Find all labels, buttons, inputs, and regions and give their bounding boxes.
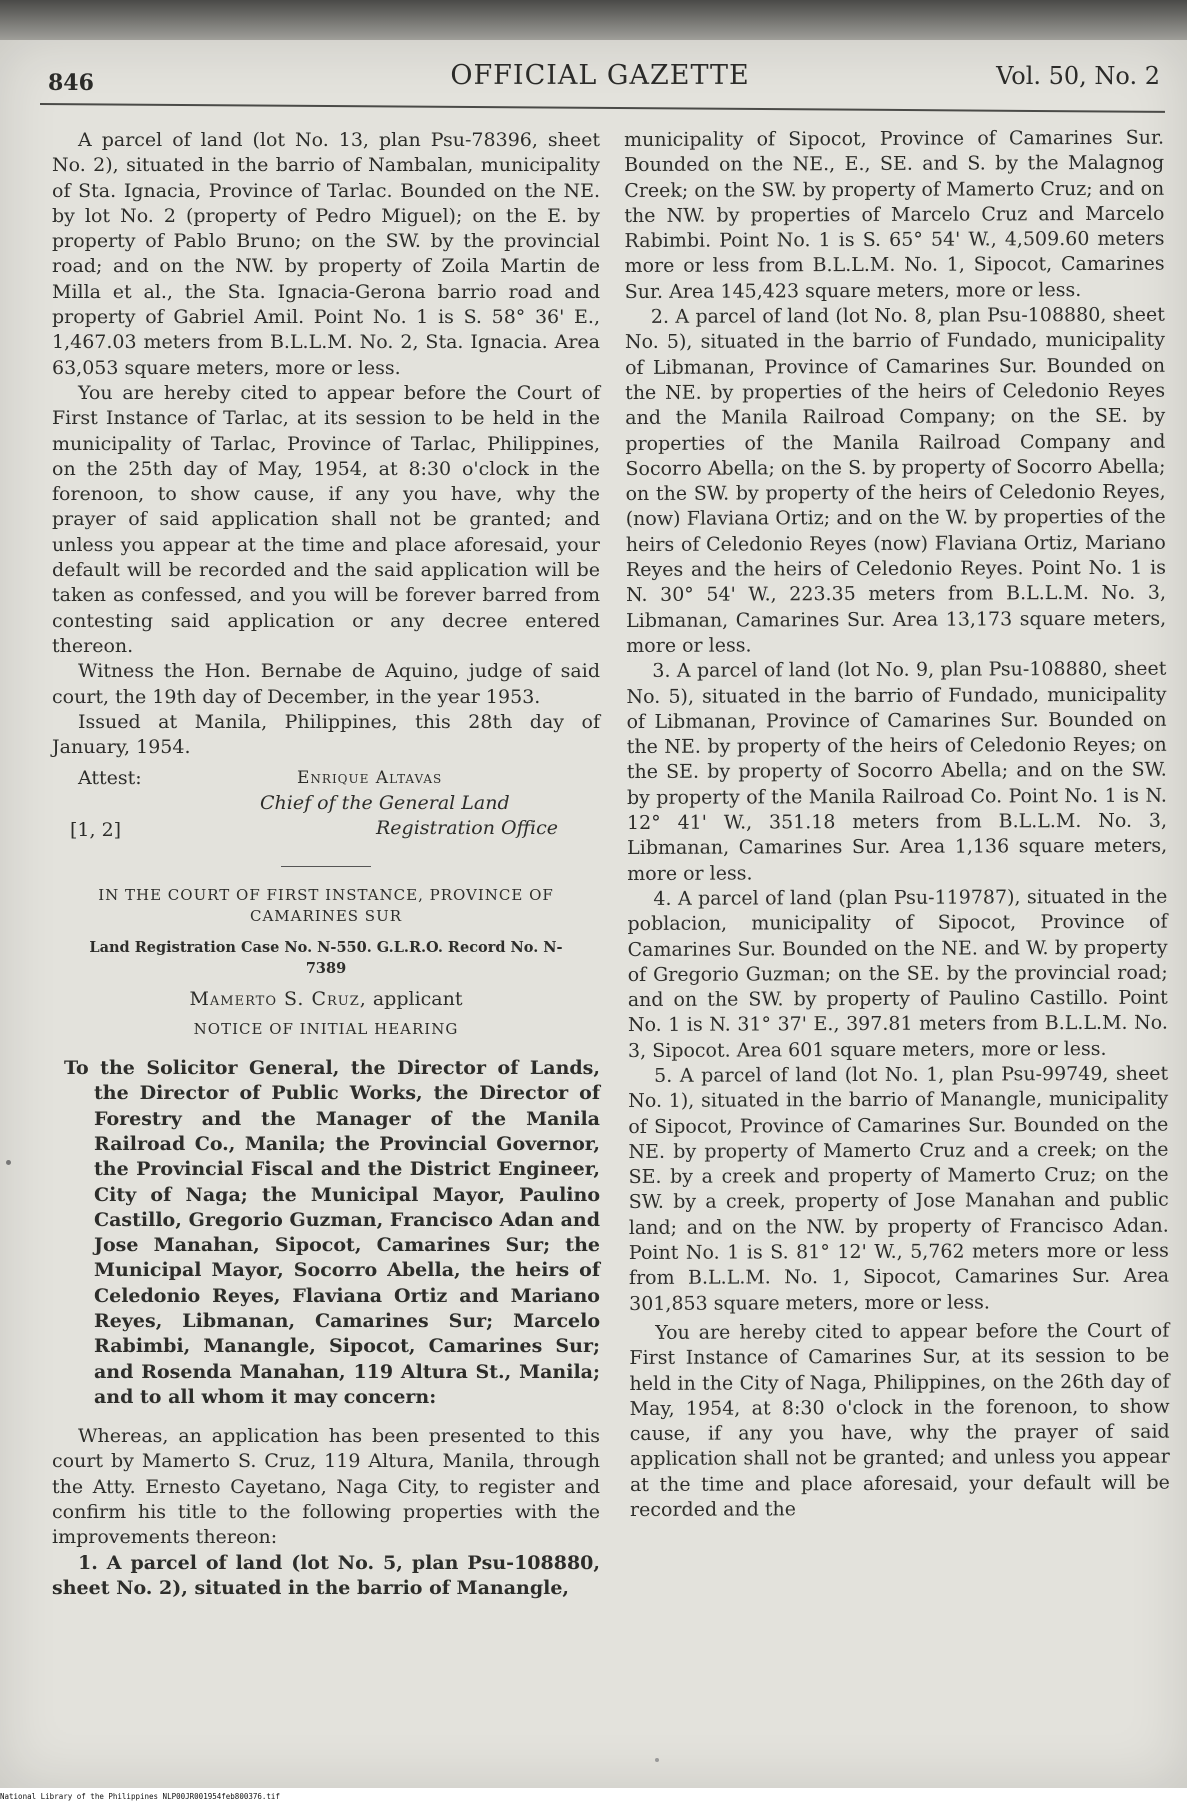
parcel-3: 3. A parcel of land (lot No. 9, plan Psu-108880, sheet No. 5), situated in the barrio of Fundado, municipality of Libmanan, Province of Camarines Sur. Bounded on the NE. by property of the heirs of Celedonio Reyes; on the SE. by property of Socorro Abella; and on the SW. by property of the Manila Railroad Co. Point No. 1 is N. 12° 41' W., 351.18 meters from B.L.L.M. No. 3, Libmanan, Camarines Sur. Area 1,136 square meters, more or less. [626, 657, 1168, 885]
parcel-1-start: 1. A parcel of land (lot No. 5, plan Psu-108880, sheet No. 2), situated in the barrio of Manangle, [52, 1551, 600, 1599]
applicant-role: applicant [372, 988, 463, 1011]
applicant-line [52, 987, 600, 1012]
parcel-2: 2. A parcel of land (lot No. 8, plan Psu-108880, sheet No. 5), situated in the barrio of Fundado, municipality of Libmanan, Province of Camarines Sur. Bounded on the NE. by properties of the heirs of Celedonio Reyes and the Manila Railroad Company; on the SE. by properties of the Manila Railroad Company and Socorro Abella; on the S. by property of Socorro Abella; on the SW. by property of the heirs of Celedonio Reyes, (now) Flaviana Ortiz; and on the W. by properties of the heirs of Celedonio Reyes (now) Flaviana Ortiz, Mariano Reyes and the heirs of Celedonio Reyes. Point No. 1 is N. 30° 54' W., 223.35 meters from B.L.L.M. No. 3, Libmanan, Camarines Sur. Area 13,173 square meters, more or less. [624, 303, 1167, 657]
section-divider [281, 866, 371, 867]
issue-label: Vol. 50, No. 2 [996, 62, 1160, 90]
scan-speck [6, 1160, 11, 1165]
signatory-name: Enrique Altavas [297, 768, 443, 789]
attest-label: Attest: [78, 767, 142, 790]
addressee-text: To the Solicitor General, the Director of Lands, the Director of Public Works, the Director of Forestry and the Manager of the Manila Railroad Co., Manila; the Provincial Governor, the Provincial Fiscal and the District Engineer, City of Naga; the Municipal Mayor, Paulino Castillo, Gregorio Guzman, Francisco Adan and Jose Manahan, Sipocot, Camarines Sur; the Municipal Mayor, Socorro Abella, the heirs of Celedonio Reyes, Flaviana Ortiz and Mariano Reyes, Libmanan, Camarines Sur; Marcelo Rabimbi, Manangle, Sipocot, Camarines Sur; and Rosenda Manahan, 119 Altura St., Manila; and to all whom it may concern: [64, 1057, 600, 1408]
scan-source-label: National Library of the Philippines NLP00JR001954feb800376.tif [0, 1790, 1187, 1810]
page-header [40, 60, 1160, 100]
parcel-1-continued: municipality of Sipocot, Province of Camarines Sur. Bounded on the NE., E., SE. and S. by the Malagnog Creek; on the SW. by property of Mamerto Cruz; and on the NW. by properties of Marcelo Cruz and Marcelo Rabimbi. Point No. 1 is S. 65° 54' W., 4,509.60 meters more or less from B.L.L.M. No. 1, Sipocot, Camarines Sur. Area 145,423 square meters, more or less. [624, 126, 1165, 303]
scan-speck [655, 1758, 659, 1762]
left-column [52, 128, 600, 1601]
court-heading: IN THE COURT OF FIRST INSTANCE, PROVINCE OF CAMARINES SUR [98, 886, 554, 926]
addressee-block [52, 1056, 600, 1410]
issued-paragraph: Issued at Manila, Philippines, this 28th day of January, 1954. [52, 710, 600, 759]
right-column [624, 126, 1170, 1524]
signatory-title-line2: Registration Office [376, 817, 559, 840]
signatory-title-line1: Chief of the General Land [260, 792, 510, 815]
case-number: Land Registration Case No. N-550. G.L.R.O. Record No. N-7389 [89, 939, 563, 978]
page-number: 846 [48, 70, 94, 96]
applicant-name: Mamerto S. Cruz, [189, 988, 367, 1011]
parcel-5: 5. A parcel of land (lot No. 1, plan Psu-99749, sheet No. 1), situated in the barrio of Manangle, municipality of Sipocot, Province of Camarines Sur. Bounded on the NE. by property of Mamerto Cruz and a creek; on the SE. by a creek and property of Mamerto Cruz; on the SW. by a creek, property of Jose Manahan and public land; and on the NW. by property of Francisco Adan. Point No. 1 is S. 81° 12' W., 5,762 meters more or less from B.L.L.M. No. 1, Sipocot, Camarines Sur. Area 301,853 square meters, more or less. [628, 1062, 1170, 1315]
witness-paragraph: Witness the Hon. Bernabe de Aquino, judge of said court, the 19th day of December, in the year 1953. [52, 660, 600, 708]
citation-paragraph: You are hereby cited to appear before the Court of First Instance of Tarlac, at its session to be held in the municipality of Tarlac, Province of Tarlac, Philippines, on the 25th day of May, 1954, at 8:30 o'clock in the forenoon, to show cause, if any you have, why the prayer of said application shall not be granted; and unless you appear at the time and place aforesaid, your default will be recorded and the said application will be taken as confessed, and you will be forever barred from contesting said application or any decree entered thereon. [52, 381, 600, 657]
issue-reference: [1, 2] [70, 819, 122, 842]
attest-block [52, 762, 600, 854]
application-paragraph: Whereas, an application has been presented to this court by Mamerto S. Cruz, 119 Altura, Manila, through the Atty. Ernesto Cayetano, Naga City, to register and confirm his title to the following properties with the improvements thereon: [52, 1425, 600, 1549]
notice-title: NOTICE OF INITIAL HEARING [193, 1019, 459, 1038]
running-title: OFFICIAL GAZETTE [450, 60, 750, 91]
parcel-description: A parcel of land (lot No. 13, plan Psu-78396, sheet No. 2), situated in the barrio of Nambalan, municipality of Sta. Ignacia, Province of Tarlac. Bounded on the NE. by lot No. 2 (property of Pedro Miguel); on the E. by property of Pablo Bruno; on the SW. by the provincial road; and on the NW. by property of Zoila Martin de Milla et al., the Sta. Ignacia-Gerona barrio road and property of Gabriel Amil. Point No. 1 is S. 58° 36' E., 1,467.03 meters from B.L.L.M. No. 2, Sta. Ignacia. Area 63,053 square meters, more or less. [52, 129, 600, 379]
hearing-citation: You are hereby cited to appear before the Court of First Instance of Camarines Sur, at its session to be held in the City of Naga, Philippines, on the 26th day of May, 1954, at 8:30 o'clock in the forenoon, to show cause, if any you have, why the prayer of said application shall not be granted; and unless you appear at the time and place aforesaid, your default will be recorded and the [629, 1319, 1170, 1522]
parcel-4: 4. A parcel of land (plan Psu-119787), situated in the poblacion, municipality of Sipocot, Province of Camarines Sur. Bounded on the NE. and W. by property of Gregorio Guzman; on the SE. by the provincial road; and on the SW. by property of Paulino Castillo. Point No. 1 is N. 31° 37' E., 397.81 meters from B.L.L.M. No. 3, Sipocot. Area 601 square meters, more or less. [627, 885, 1168, 1062]
